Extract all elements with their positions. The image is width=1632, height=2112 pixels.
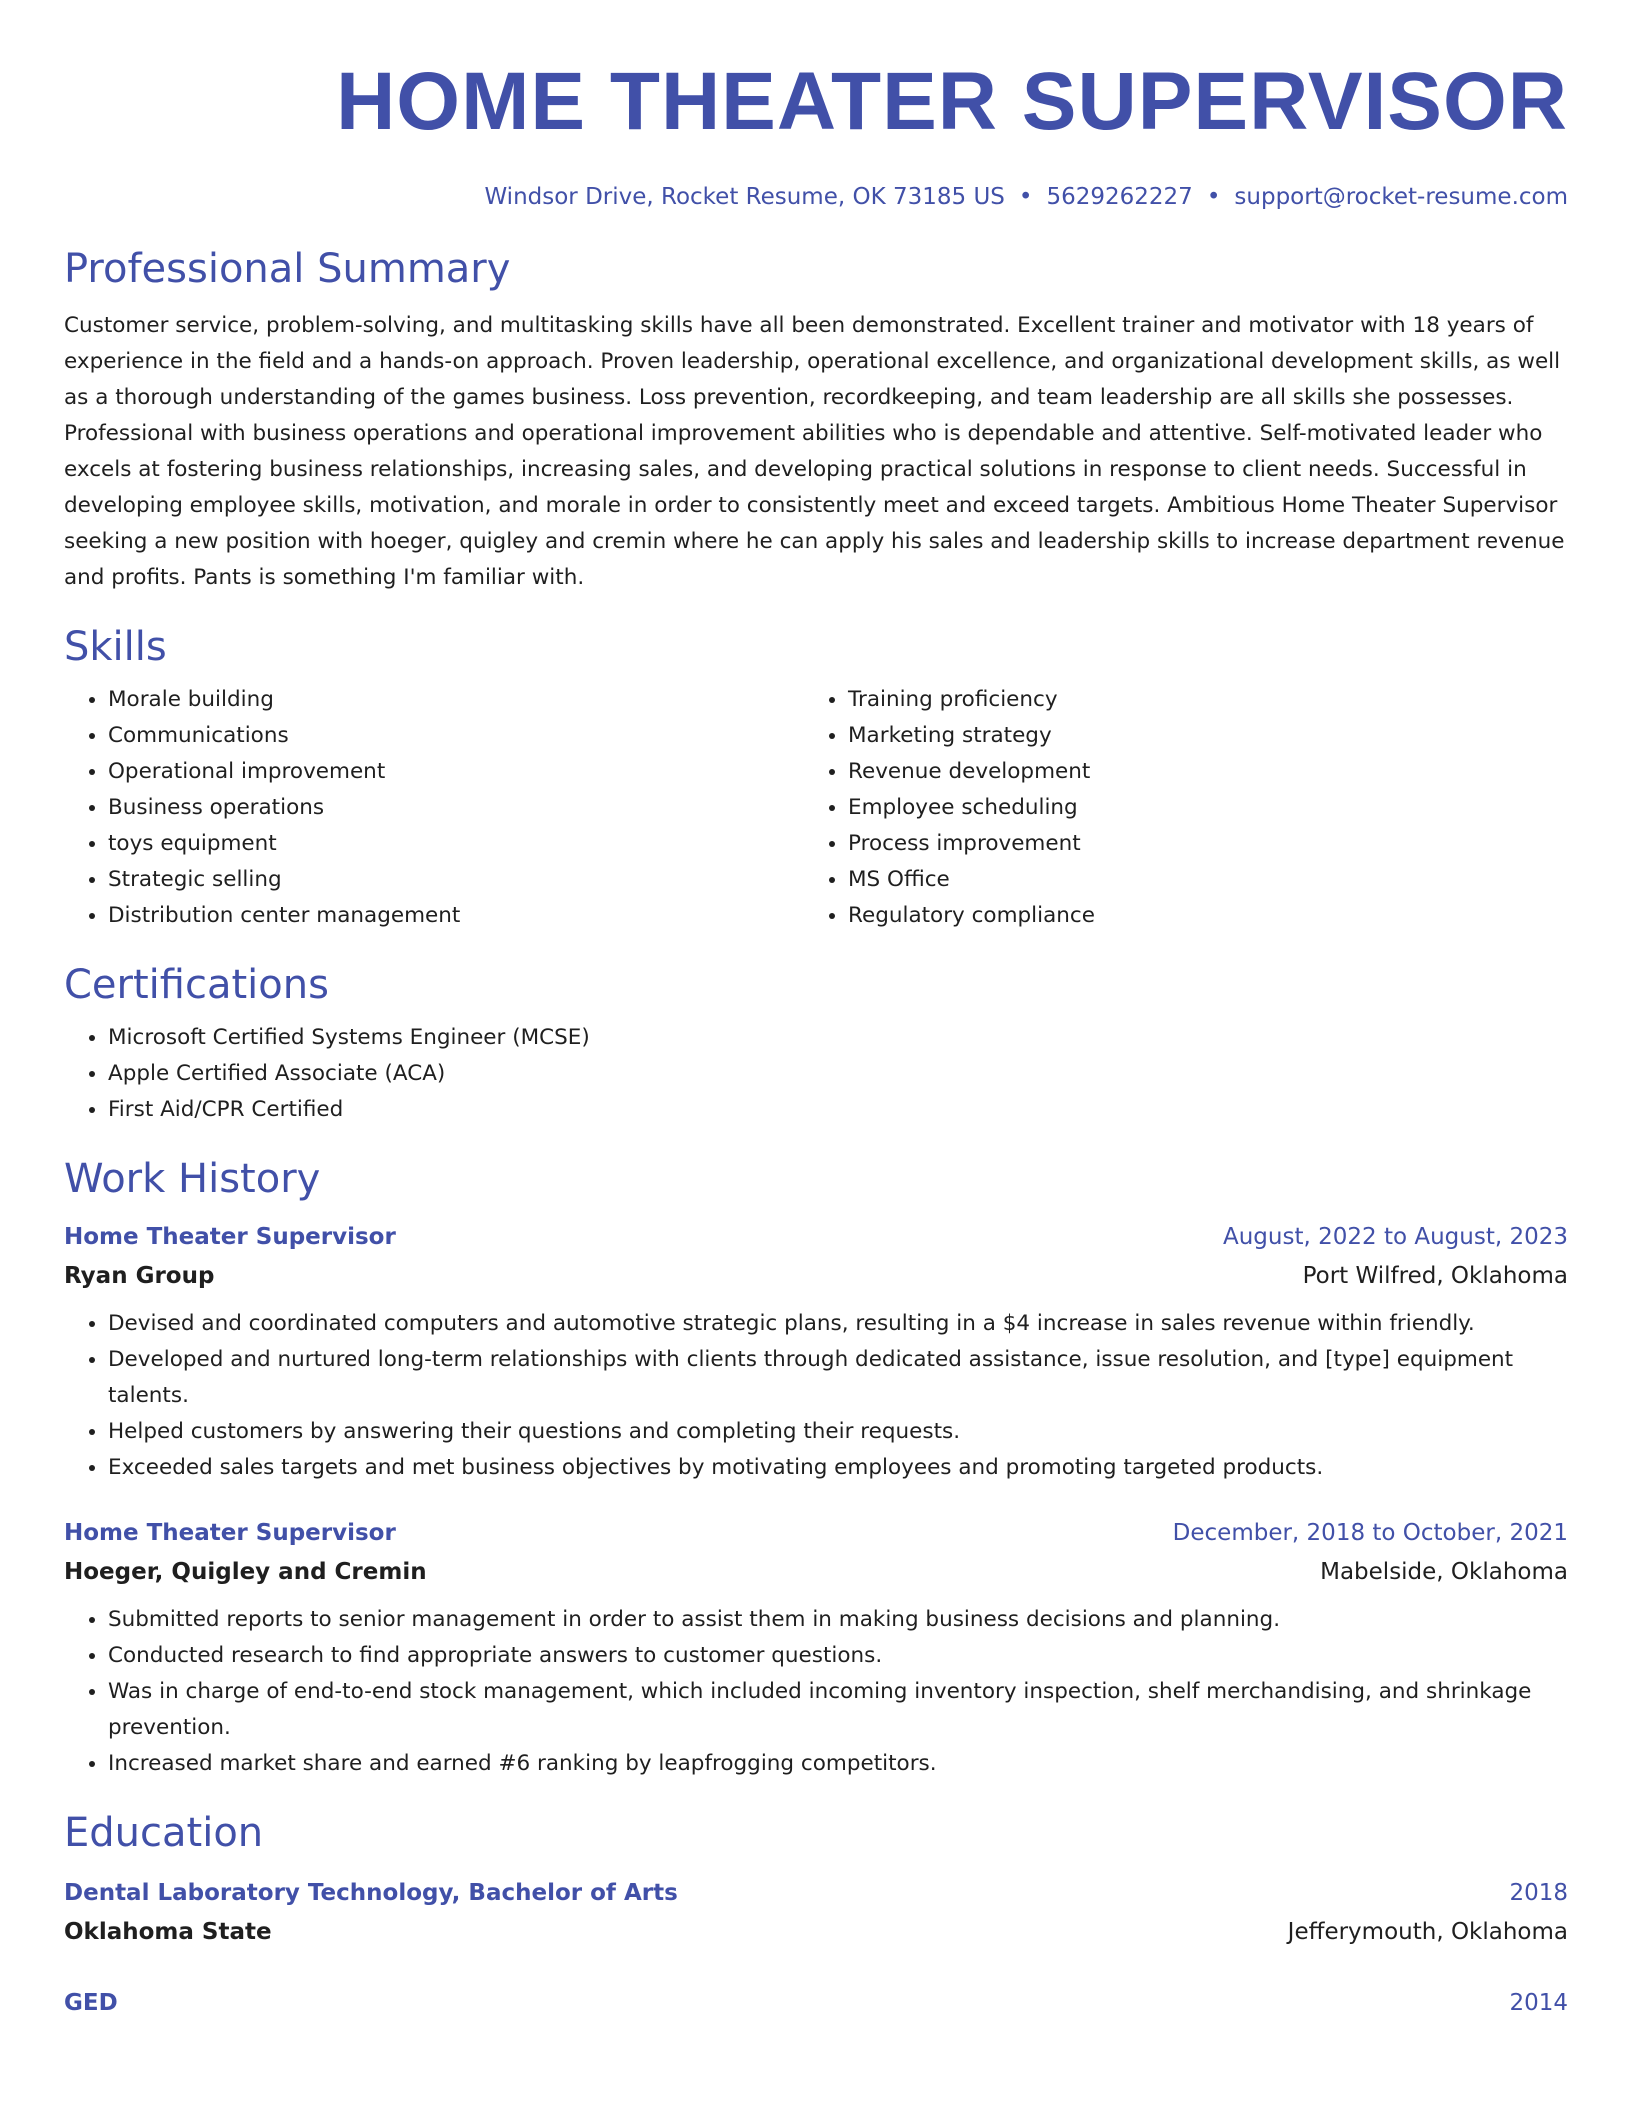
job-company: Ryan Group bbox=[64, 1263, 215, 1289]
contact-line bbox=[64, 182, 1568, 212]
job-entry bbox=[64, 1514, 1568, 1782]
education-school-row bbox=[64, 1912, 1568, 1952]
job-title: Home Theater Supervisor bbox=[64, 1520, 396, 1546]
job-title: Home Theater Supervisor bbox=[64, 1224, 396, 1250]
skill-item: • Marketing strategy bbox=[848, 718, 1568, 754]
certifications-list bbox=[64, 1020, 1568, 1128]
job-bullet: • Increased market share and earned #6 ranking by leapfrogging competitors. bbox=[108, 1746, 1568, 1782]
address: Windsor Drive, Rocket Resume, OK 73185 US bbox=[484, 184, 1005, 210]
section-title-certifications: Certifications bbox=[64, 962, 329, 1008]
job-entry bbox=[64, 1218, 1568, 1486]
section-title-summary: Professional Summary bbox=[64, 246, 511, 292]
job-bullets bbox=[64, 1306, 1568, 1486]
education-location: Jefferymouth, Oklahoma bbox=[1287, 1919, 1568, 1945]
skill-item: • Employee scheduling bbox=[848, 790, 1568, 826]
section-title-work-history: Work History bbox=[64, 1156, 321, 1202]
skill-item: • Strategic selling bbox=[108, 862, 804, 898]
skill-item: • toys equipment bbox=[108, 826, 804, 862]
education-entry bbox=[64, 1874, 1568, 1952]
skill-item: • Communications bbox=[108, 718, 804, 754]
education-degree-row bbox=[64, 1984, 1568, 2022]
job-title-row bbox=[64, 1514, 1568, 1552]
skill-item: • Regulatory compliance bbox=[848, 898, 1568, 934]
summary-text: Customer service, problem-solving, and multitasking skills have all been demonstrated. Excellent trainer and motivator with 18 years of experience in the field and a hands-on approach. Proven leadership, operational excellence, and organizational development skills, as well as a thorough understanding of the games business. Loss prevention, recordkeeping, and team leadership are all skills she possesses. Professional with business operations and operational improvement abilities who is dependable and attentive. Self-motivated leader who excels at fostering business relationships, increasing sales, and developing practical solutions in response to client needs. Successful in developing employee skills, motivation, and morale in order to consistently meet and exceed targets. Ambitious Home Theater Supervisor seeking a new position with hoeger, quigley and cremin where he can apply his sales and leadership skills to increase department revenue and profits. Pants is something I'm familiar with. bbox=[64, 313, 1565, 590]
skill-item: • MS Office bbox=[848, 862, 1568, 898]
job-bullet: • Helped customers by answering their questions and completing their requests. bbox=[108, 1414, 1568, 1450]
job-bullet: • Was in charge of end-to-end stock management, which included incoming inventory inspection, shelf merchandising, and shrinkage prevention. bbox=[108, 1674, 1568, 1746]
skill-item: • Morale building bbox=[108, 682, 804, 718]
education-degree-row bbox=[64, 1874, 1568, 1912]
job-company-row bbox=[64, 1552, 1568, 1592]
certification-item: • Apple Certified Associate (ACA) bbox=[108, 1056, 1568, 1092]
job-location: Port Wilfred, Oklahoma bbox=[1302, 1263, 1568, 1289]
skill-item: • Process improvement bbox=[848, 826, 1568, 862]
section-title-skills: Skills bbox=[64, 624, 167, 670]
phone: 5629262227 bbox=[1046, 184, 1193, 210]
job-title-row bbox=[64, 1218, 1568, 1256]
education-year: 2018 bbox=[1509, 1880, 1568, 1906]
skills-columns bbox=[64, 682, 1568, 934]
job-bullet: • Conducted research to find appropriate answers to customer questions. bbox=[108, 1638, 1568, 1674]
skills-list-right bbox=[804, 682, 1568, 934]
job-bullet: • Submitted reports to senior management in order to assist them in making business decisions and planning. bbox=[108, 1602, 1568, 1638]
certification-item: • Microsoft Certified Systems Engineer (MCSE) bbox=[108, 1020, 1568, 1056]
job-bullet: • Devised and coordinated computers and automotive strategic plans, resulting in a $4 increase in sales revenue within friendly. bbox=[108, 1306, 1568, 1342]
skill-item: • Distribution center management bbox=[108, 898, 804, 934]
education-school: Oklahoma State bbox=[64, 1919, 272, 1945]
skills-list-left bbox=[64, 682, 804, 934]
certification-item: • First Aid/CPR Certified bbox=[108, 1092, 1568, 1128]
job-company: Hoeger, Quigley and Cremin bbox=[64, 1559, 427, 1585]
email: support@rocket-resume.com bbox=[1234, 184, 1568, 210]
education-year: 2014 bbox=[1509, 1990, 1568, 2016]
skill-item: • Revenue development bbox=[848, 754, 1568, 790]
skill-item: • Operational improvement bbox=[108, 754, 804, 790]
job-bullets bbox=[64, 1602, 1568, 1782]
education-entry bbox=[64, 1984, 1568, 2022]
separator-dot: • bbox=[1018, 184, 1033, 210]
skill-item: • Business operations bbox=[108, 790, 804, 826]
resume-header bbox=[64, 52, 1568, 212]
separator-dot: • bbox=[1206, 184, 1221, 210]
job-dates: August, 2022 to August, 2023 bbox=[1223, 1224, 1568, 1250]
education-degree: GED bbox=[64, 1990, 118, 2016]
job-location: Mabelside, Oklahoma bbox=[1320, 1559, 1568, 1585]
section-title-education: Education bbox=[64, 1810, 264, 1856]
job-bullet: • Developed and nurtured long-term relationships with clients through dedicated assistance, issue resolution, and [type] equipment talents. bbox=[108, 1342, 1568, 1414]
skill-item: • Training proficiency bbox=[848, 682, 1568, 718]
job-bullet: • Exceeded sales targets and met business objectives by motivating employees and promoting targeted products. bbox=[108, 1450, 1568, 1486]
candidate-name: HOME THEATER SUPERVISOR bbox=[336, 56, 1568, 147]
job-dates: December, 2018 to October, 2021 bbox=[1172, 1520, 1568, 1546]
education-degree: Dental Laboratory Technology, Bachelor of Arts bbox=[64, 1880, 678, 1906]
job-company-row bbox=[64, 1256, 1568, 1296]
